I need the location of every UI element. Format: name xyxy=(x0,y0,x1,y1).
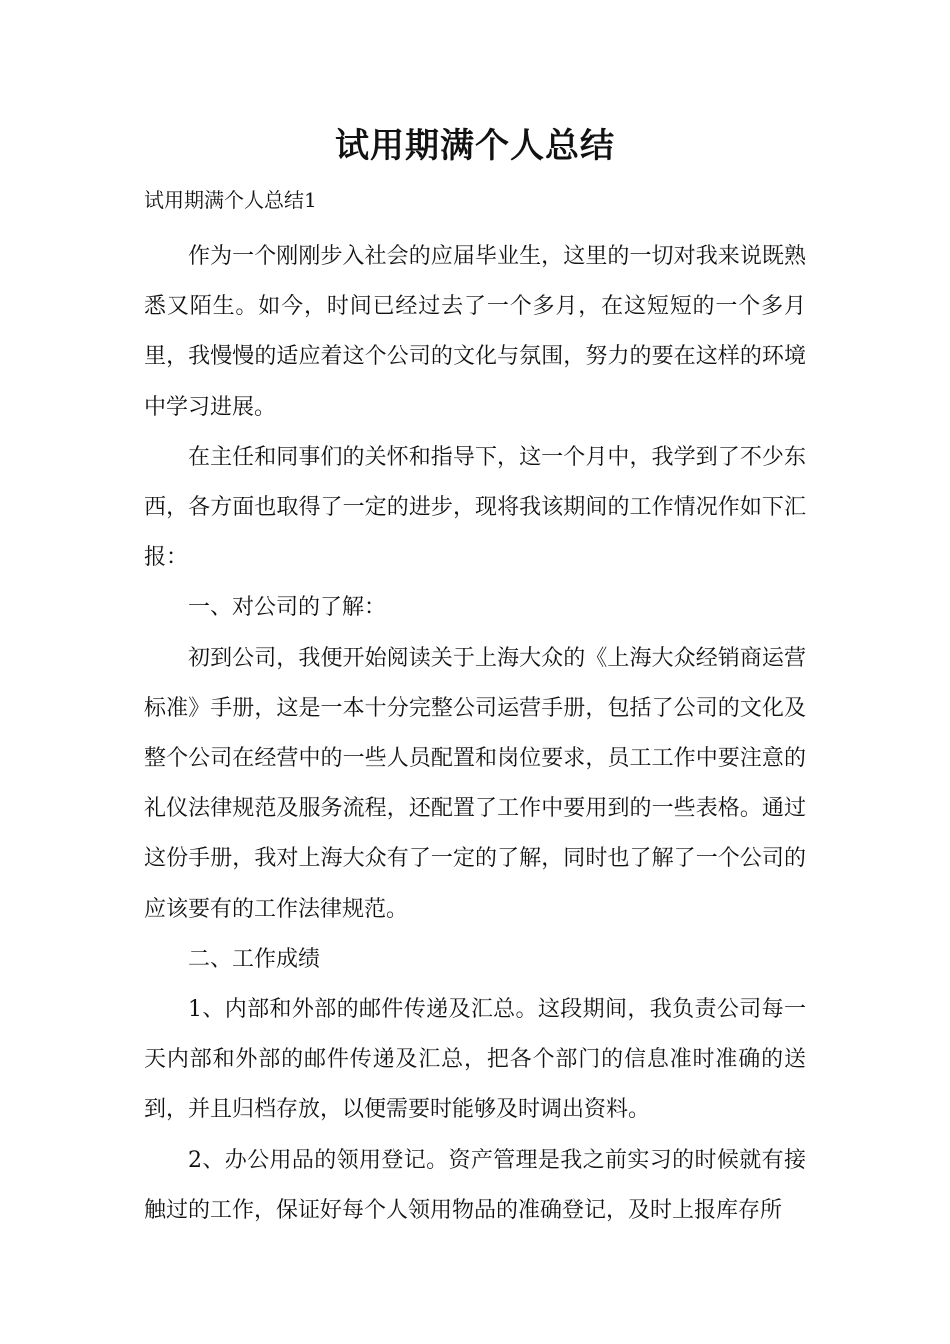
paragraph: 2、办公用品的领用登记。资产管理是我之前实习的时候就有接触过的工作，保证好每个人领用物品的准确登记，及时上报库存所 xyxy=(144,1147,806,1223)
section-heading: 一、对公司的了解： xyxy=(188,595,387,621)
document-subtitle: 试用期满个人总结1 xyxy=(144,188,317,212)
paragraph: 1、内部和外部的邮件传递及汇总。这段期间，我负责公司每一天内部和外部的邮件传递及汇总，把各个部门的信息准时准确的送到，并且归档存放，以便需要时能够及时调出资料。 xyxy=(144,997,806,1123)
paragraph: 初到公司，我便开始阅读关于上海大众的《上海大众经销商运营标准》手册，这是一本十分完整公司运营手册，包括了公司的文化及整个公司在经营中的一些人员配置和岗位要求，员工工作中要注意的礼仪法律规范及服务流程，还配置了工作中要用到的一些表格。通过这份手册，我对上海大众有了一定的了解，同时也了解了一个公司的应该要有的工作法律规范。 xyxy=(144,645,806,922)
paragraph: 作为一个刚刚步入社会的应届毕业生，这里的一切对我来说既熟悉又陌生。如今，时间已经过去了一个多月，在这短短的一个多月里，我慢慢的适应着这个公司的文化与氛围，努力的要在这样的环境中学习进展。 xyxy=(144,244,806,420)
section-heading: 二、工作成绩 xyxy=(188,946,321,972)
document-title: 试用期满个人总结 xyxy=(335,126,615,166)
document-body xyxy=(144,232,806,1236)
paragraph: 在主任和同事们的关怀和指导下，这一个月中，我学到了不少东西，各方面也取得了一定的进步，现将我该期间的工作情况作如下汇报： xyxy=(144,444,806,571)
